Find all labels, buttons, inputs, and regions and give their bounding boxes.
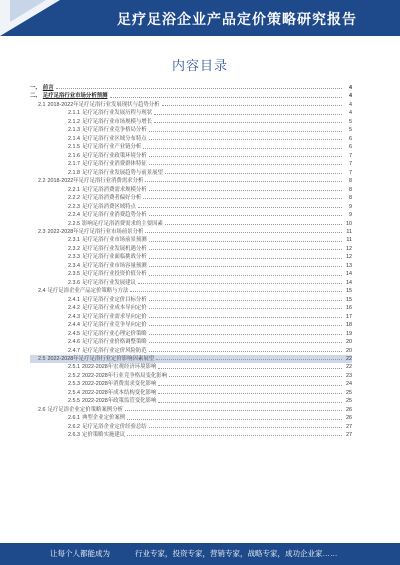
table-of-contents — [30, 84, 352, 440]
toc-dot-leader — [149, 299, 342, 301]
toc-entry[interactable] — [30, 194, 352, 202]
toc-entry-number: 2.2.1 — [68, 186, 80, 193]
toc-entry-title: 足疗足浴行业产业链分析 — [82, 144, 142, 151]
toc-entry-page: 23 — [346, 372, 352, 379]
toc-dot-leader — [169, 375, 342, 377]
toc-dot-leader — [145, 231, 342, 233]
toc-entry[interactable] — [30, 126, 352, 134]
toc-entry[interactable] — [30, 236, 352, 244]
toc-entry-title: 足疗足浴行业市场规模与增长 — [82, 118, 153, 125]
toc-entry-page: 6 — [349, 135, 352, 142]
toc-entry[interactable] — [30, 304, 352, 312]
toc-entry-page: 5 — [349, 118, 352, 125]
toc-dot-leader — [149, 333, 342, 335]
toc-entry-number: 2.5 — [38, 356, 46, 362]
toc-dot-leader — [149, 155, 342, 157]
toc-dot-leader — [158, 367, 342, 369]
toc-entry-title: 足疗足浴行业定价目标分析 — [82, 296, 147, 303]
toc-entry-title: 足疗足浴行业价格调整策略 — [82, 339, 147, 346]
toc-entry-page: 20 — [346, 339, 352, 346]
toc-entry-page: 25 — [346, 398, 352, 405]
toc-entry-title: 2022-2028年政策监管变化影响 — [82, 398, 157, 405]
toc-dot-leader — [149, 248, 342, 250]
toc-entry-page: 8 — [349, 178, 352, 185]
toc-entry-number: 2.6.3 — [68, 432, 80, 439]
toc-entry[interactable] — [30, 338, 352, 346]
toc-entry-page: 7 — [349, 169, 352, 176]
toc-entry[interactable] — [30, 287, 352, 295]
toc-entry-page: 9 — [349, 203, 352, 210]
report-header — [0, 0, 400, 36]
toc-entry-page: 11 — [346, 228, 352, 235]
toc-entry-page: 4 — [349, 101, 352, 108]
toc-entry-page: 26 — [346, 406, 352, 413]
toc-entry-number: 二、 — [30, 93, 41, 100]
toc-entry-title: 2022-2028年行业竞争格局变化影响 — [82, 372, 168, 379]
toc-dot-leader — [143, 197, 342, 199]
toc-entry-page: 19 — [346, 330, 352, 337]
toc-entry[interactable] — [30, 279, 352, 287]
toc-entry-page: 26 — [346, 415, 352, 422]
toc-dot-leader — [110, 96, 343, 98]
footer-roles: 行业专家，投资专家，营销专家，战略专家，成功企业家…… — [135, 549, 338, 558]
toc-entry[interactable] — [30, 135, 352, 143]
toc-entry-page: 24 — [346, 381, 352, 388]
toc-dot-leader — [149, 274, 342, 276]
toc-entry-page: 15 — [346, 296, 352, 303]
toc-entry-page: 16 — [346, 305, 352, 312]
toc-entry-page: 8 — [349, 195, 352, 202]
toc-entry[interactable] — [30, 397, 352, 405]
toc-entry-page: 14 — [346, 271, 352, 278]
toc-entry-number: 2.3.3 — [68, 254, 80, 261]
toc-dot-leader — [125, 409, 342, 411]
toc-entry-page: 15 — [346, 288, 352, 295]
toc-dot-leader — [149, 214, 342, 216]
toc-entry-title: 足疗足浴行业需求导向定价 — [82, 313, 147, 320]
toc-dot-leader — [158, 384, 342, 386]
toc-entry-number: 2.4.2 — [68, 305, 80, 312]
toc-entry-title: 足疗足浴消费者偏好分析 — [82, 195, 142, 202]
toc-entry-page: 5 — [349, 127, 352, 134]
toc-entry-title: 足疗足浴行业发展历程与现状 — [82, 110, 153, 117]
toc-entry-page: 25 — [346, 389, 352, 396]
toc-entry-number: 2.4.7 — [68, 347, 80, 354]
toc-dot-leader — [127, 418, 342, 420]
toc-heading: 内容目录 — [171, 58, 228, 73]
toc-entry-number: 2.1.6 — [68, 152, 80, 159]
toc-entry-number: 2.6.1 — [68, 415, 80, 422]
toc-entry-title: 2022-2028年宏观经济环境影响 — [82, 364, 157, 371]
toc-entry-title: 足疗足浴行业发展趋势与前景展望 — [82, 169, 163, 176]
toc-entry-number: 2.5.3 — [68, 381, 80, 388]
toc-entry-number: 2.5.2 — [68, 372, 80, 379]
toc-entry[interactable] — [30, 211, 352, 219]
toc-entry[interactable] — [30, 203, 352, 211]
toc-entry-title: 2022-2028年足疗足浴行业定价影响因素展望 — [47, 356, 155, 362]
toc-entry-title: 典型企业定价案例 — [82, 415, 126, 422]
toc-entry-number: 2.2.5 — [68, 220, 80, 227]
toc-entry[interactable] — [30, 363, 352, 371]
toc-dot-leader — [145, 180, 342, 182]
toc-entry-page: 14 — [346, 279, 352, 286]
toc-entry-number: 2.4.5 — [68, 330, 80, 337]
toc-entry-title: 足疗足浴行业发展建议 — [82, 279, 136, 286]
toc-entry[interactable] — [30, 160, 352, 168]
toc-entry-number: 2.1.2 — [68, 118, 80, 125]
toc-entry-page: 9 — [349, 212, 352, 219]
toc-entry-number: 2.6.2 — [68, 423, 80, 430]
toc-entry-page: 10 — [346, 220, 352, 227]
toc-entry[interactable] — [30, 262, 352, 270]
toc-dot-leader — [162, 104, 342, 106]
toc-entry-number: 2.1.4 — [68, 135, 80, 142]
toc-entry-number: 2.3.1 — [68, 237, 80, 244]
toc-entry[interactable] — [30, 330, 352, 338]
toc-entry-title: 足疗足浴消费需求规模分析 — [82, 186, 147, 193]
toc-entry[interactable] — [30, 109, 352, 117]
toc-entry-title: 足疗足浴行业心理定价策略 — [82, 330, 147, 337]
toc-entry-page: 18 — [346, 322, 352, 329]
toc-entry[interactable] — [30, 92, 352, 100]
toc-entry[interactable] — [30, 270, 352, 278]
toc-dot-leader — [138, 282, 342, 284]
toc-entry[interactable] — [30, 253, 352, 261]
toc-entry[interactable] — [30, 313, 352, 321]
toc-dot-leader — [156, 358, 342, 360]
toc-entry-title: 2022-2028年成本结构变化影响 — [82, 389, 157, 396]
toc-entry[interactable] — [30, 380, 352, 388]
toc-entry[interactable] — [30, 169, 352, 177]
footer-slogan: 让每个人都能成为 — [50, 549, 110, 558]
toc-entry-title: 足疗足浴行业定价风险防范 — [82, 347, 147, 354]
toc-entry-page: 17 — [346, 313, 352, 320]
toc-entry-number: 2.3.5 — [68, 271, 80, 278]
toc-entry-title: 2022-2028年足疗足浴行业市场前景分析 — [47, 228, 144, 235]
toc-entry-title: 足疗足浴企业定价策略案例分析 — [47, 406, 123, 413]
toc-dot-leader — [149, 307, 342, 309]
toc-entry-number: 2.1.3 — [68, 127, 80, 134]
toc-entry-number: 一、 — [30, 85, 41, 91]
toc-entry-number: 2.4 — [38, 288, 46, 295]
toc-dot-leader — [130, 290, 342, 292]
toc-entry-title: 足疗足浴行业市场容量预测 — [82, 262, 147, 269]
toc-dot-leader — [158, 401, 342, 403]
toc-entry-number: 2.5.4 — [68, 389, 80, 396]
toc-entry-page: 27 — [346, 423, 352, 430]
toc-dot-leader — [149, 324, 342, 326]
toc-entry-number: 2.3 — [38, 228, 46, 235]
toc-entry[interactable] — [30, 228, 352, 236]
toc-entry[interactable] — [30, 152, 352, 160]
toc-dot-leader — [149, 426, 342, 428]
toc-dot-leader — [154, 121, 342, 123]
toc-entry-page: 12 — [346, 254, 352, 261]
toc-entry-number: 2.1 — [38, 101, 46, 108]
toc-entry-page: 20 — [346, 347, 352, 354]
toc-entry-page: 6 — [349, 144, 352, 151]
toc-entry-number: 2.5.5 — [68, 398, 80, 405]
toc-dot-leader — [56, 87, 342, 89]
toc-entry-page: 7 — [349, 161, 352, 168]
toc-entry-number: 2.2.4 — [68, 212, 80, 219]
toc-dot-leader — [138, 206, 342, 208]
toc-entry-page: 4 — [349, 110, 352, 117]
toc-entry-number: 2.1.1 — [68, 110, 80, 117]
toc-entry-title: 2022-2028年消费需求变化影响 — [82, 381, 157, 388]
toc-entry[interactable] — [30, 118, 352, 126]
toc-entry-title: 足疗足浴行业面临挑战分析 — [82, 254, 147, 261]
toc-entry[interactable] — [30, 220, 352, 228]
toc-entry[interactable] — [30, 245, 352, 253]
toc-dot-leader — [149, 265, 342, 267]
toc-dot-leader — [149, 350, 342, 352]
toc-entry-page: 12 — [346, 245, 352, 252]
toc-entry-page: 7 — [349, 152, 352, 159]
toc-entry[interactable] — [30, 414, 352, 422]
toc-dot-leader — [149, 316, 342, 318]
toc-dot-leader — [165, 172, 342, 174]
toc-entry-title: 足疗足浴行业市场前景预测 — [82, 237, 147, 244]
toc-entry-number: 2.4.1 — [68, 296, 80, 303]
toc-entry-page: 22 — [346, 356, 352, 362]
toc-entry-number: 2.2.2 — [68, 195, 80, 202]
toc-entry-number: 2.6 — [38, 406, 46, 413]
toc-entry-number: 2.3.6 — [68, 279, 80, 286]
toc-entry-title: 足疗足浴行业发展机遇分析 — [82, 245, 147, 252]
toc-entry-title: 足疗足浴消费区域特点 — [82, 203, 136, 210]
toc-entry[interactable] — [30, 143, 352, 151]
toc-dot-leader — [127, 434, 342, 436]
toc-dot-leader — [149, 163, 342, 165]
toc-entry-title: 足疗足浴行业市场分析预测 — [42, 93, 108, 100]
toc-entry-number: 2.1.5 — [68, 144, 80, 151]
toc-entry-title: 前言 — [42, 85, 54, 91]
toc-entry-page: 22 — [346, 364, 352, 371]
toc-dot-leader — [149, 138, 342, 140]
footer-banner — [0, 543, 400, 565]
toc-entry-page: 27 — [346, 432, 352, 439]
toc-entry[interactable] — [30, 355, 352, 363]
toc-entry-title: 2018-2022年足疗足浴行业消费需求分析 — [47, 178, 144, 185]
toc-entry[interactable] — [30, 347, 352, 355]
toc-entry-title: 定价策略实施建议 — [82, 432, 126, 439]
toc-entry-page: 4 — [349, 85, 352, 91]
toc-entry-page: 4 — [349, 93, 352, 100]
toc-entry-number: 2.4.4 — [68, 322, 80, 329]
toc-entry-number: 2.2.3 — [68, 203, 80, 210]
toc-entry[interactable] — [30, 406, 352, 414]
toc-entry-number: 2.3.4 — [68, 262, 80, 269]
toc-entry-title: 足疗足浴行业竞争格局分析 — [82, 127, 147, 134]
toc-entry-number: 2.4.3 — [68, 313, 80, 320]
toc-entry-page: 8 — [349, 186, 352, 193]
toc-entry-number: 2.1.7 — [68, 161, 80, 168]
toc-entry-title: 足疗足浴行业政策环境分析 — [82, 152, 147, 159]
toc-dot-leader — [158, 392, 342, 394]
toc-dot-leader — [149, 189, 342, 191]
toc-dot-leader — [165, 223, 342, 225]
toc-entry-title: 足疗足浴行业消费群体特征 — [82, 161, 147, 168]
toc-entry[interactable] — [30, 321, 352, 329]
toc-dot-leader — [154, 113, 342, 115]
toc-entry-title: 足疗足浴行业竞争导向定价 — [82, 322, 147, 329]
toc-entry-number: 2.4.6 — [68, 339, 80, 346]
toc-entry[interactable] — [30, 296, 352, 304]
toc-entry[interactable] — [30, 372, 352, 380]
toc-dot-leader — [149, 240, 342, 242]
toc-entry-title: 足疗足浴企业产品定价策略与方法 — [47, 288, 129, 295]
toc-dot-leader — [149, 130, 342, 132]
toc-entry-title: 影响足疗足浴消费需求的主要因素 — [82, 220, 163, 227]
toc-entry[interactable] — [30, 431, 352, 439]
toc-entry[interactable] — [30, 389, 352, 397]
toc-entry-number: 2.5.1 — [68, 364, 80, 371]
toc-entry[interactable] — [30, 84, 352, 92]
toc-entry-title: 足疗足浴行业投资价值分析 — [82, 271, 147, 278]
toc-entry-number: 2.1.8 — [68, 169, 80, 176]
toc-entry-number: 2.2 — [38, 178, 46, 185]
report-title: 足疗足浴企业产品定价策略研究报告 — [117, 11, 357, 27]
toc-entry[interactable] — [30, 101, 352, 109]
toc-entry-page: 11 — [346, 237, 352, 244]
toc-dot-leader — [149, 341, 342, 343]
toc-entry[interactable] — [30, 177, 352, 185]
toc-entry[interactable] — [30, 186, 352, 194]
toc-dot-leader — [149, 257, 342, 259]
toc-dot-leader — [143, 147, 342, 149]
header-decoration-accent — [10, 0, 46, 22]
toc-entry-title: 足疗足浴企业定价经验总结 — [82, 423, 147, 430]
toc-entry[interactable] — [30, 423, 352, 431]
toc-entry-title: 足疗足浴行业区域分布特点 — [82, 135, 147, 142]
toc-entry-title: 2018-2022年足疗足浴行业发展现状与趋势分析 — [47, 101, 160, 108]
toc-entry-number: 2.3.2 — [68, 245, 80, 252]
toc-entry-page: 13 — [346, 262, 352, 269]
toc-entry-title: 足疗足浴行业成本导向定价 — [82, 305, 147, 312]
toc-entry-title: 足疗足浴行业消费趋势分析 — [82, 212, 147, 219]
